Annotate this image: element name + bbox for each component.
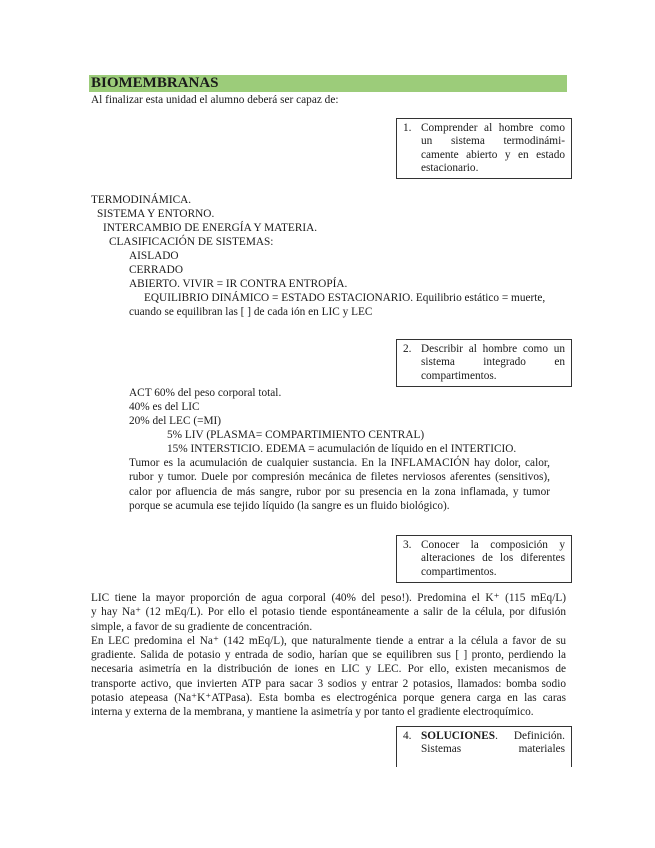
- paragraph-line: En LEC predomina el Na⁺ (142 mEq/L), que naturalmente tiende a entrar a la célula a favor de su: [91, 634, 566, 647]
- paragraph-line: necesaria asimetría en la distribución de iones en LIC y LEC. Por ello, existen mecanismos de: [91, 663, 566, 676]
- objective-text: [421, 122, 565, 176]
- objective-box-1: [396, 118, 572, 179]
- objective-line: sistema integrado en: [421, 356, 565, 369]
- paragraph-line: LIC tiene la mayor proporción de agua corporal (40% del peso!). Predomina el K⁺ (115 mEq/L): [91, 592, 566, 604]
- s1-line: CERRADO: [129, 264, 183, 276]
- paragraph-line: gradiente. Salida de potasio y entrada de sodio, harían que se equilibren sus [ ] pronto, perdiendo la: [91, 649, 566, 662]
- s1-line: CLASIFICACIÓN DE SISTEMAS:: [109, 236, 274, 248]
- intro-text: Al finalizar esta unidad el alumno deberá ser capaz de:: [91, 94, 339, 106]
- paragraph-line: Tumor es la acumulación de cualquier sustancia. En la INFLAMACIÓN hay dolor, calor,: [129, 457, 550, 469]
- s1-line: SISTEMA Y ENTORNO.: [97, 208, 215, 220]
- paragraph-line: simple, a favor de su gradiente de concentración.: [91, 620, 313, 633]
- objective-number: 3.: [403, 539, 412, 551]
- paragraph-line: potasio atepeasa (Na⁺K⁺ATPasa). Esta bomba es electrogénica porque genera carga en las caras: [91, 692, 566, 705]
- paragraph-line: transporte activo, que invierten ATP para sacar 3 sodios y entrar 2 potasios, llamados: bomba sodio: [91, 677, 566, 690]
- objective-box-4: [396, 726, 572, 767]
- s1-line: TERMODINÁMICA.: [91, 194, 192, 206]
- objective-number: 1.: [403, 122, 412, 134]
- objective-text: [421, 539, 565, 579]
- s1-line: EQUILIBRIO DINÁMICO = ESTADO ESTACIONARIO. Equilibrio estático = muerte,: [144, 292, 546, 304]
- objective-line: camente abierto y en estado: [421, 148, 565, 161]
- objective-box-2: [396, 339, 572, 387]
- s1-line: AISLADO: [129, 250, 179, 262]
- page-title: BIOMEMBRANAS: [91, 75, 219, 91]
- inflammation-paragraph: [129, 456, 550, 513]
- objective-line: Sistemas materiales: [421, 743, 565, 756]
- objective-line: Conocer la composición y: [421, 539, 565, 551]
- s1-line: ABIERTO. VIVIR = IR CONTRA ENTROPÍA.: [129, 278, 348, 290]
- s2-line: 20% del LEC (=MI): [129, 415, 222, 427]
- objective-line: compartimentos.: [421, 369, 497, 382]
- objective-text: [421, 343, 565, 383]
- s2-line: 40% es del LIC: [129, 401, 200, 413]
- objective-text: [421, 730, 565, 757]
- objective-line: estacionario.: [421, 162, 479, 175]
- s1-line: cuando se equilibran las [ ] de cada ión en LIC y LEC: [129, 306, 373, 318]
- objective-bold-term: SOLUCIONES: [421, 730, 496, 742]
- paragraph-line: calor por afluencia de más sangre, rubor por su presencia en la zona inflamada, y tumor: [129, 485, 550, 498]
- objective-line: Comprender al hombre como: [421, 122, 565, 134]
- objective-box-3: [396, 535, 572, 583]
- paragraph-line: rubor y tumor. Duele por compresión mecánica de filetes nerviosos aferentes (sensitivos),: [129, 471, 550, 484]
- paragraph-line: y hay Na⁺ (12 mEq/L). Por ello el potasio tiende espontáneamente a salir de la célula, por difusión: [91, 606, 566, 619]
- paragraph-line: interna y externa de la membrana, y mantiene la asimetría y por tanto el gradiente electroquímico.: [91, 706, 534, 719]
- s2-line: 15% INTERSTICIO. EDEMA = acumulación de líquido en el INTERTICIO.: [167, 443, 517, 455]
- s2-line: ACT 60% del peso corporal total.: [129, 387, 282, 399]
- objective-line: Describir al hombre como un: [421, 343, 565, 355]
- objective-line: . Definición.: [495, 730, 565, 742]
- ion-paragraph: [91, 591, 566, 720]
- s2-line: 5% LIV (PLASMA= COMPARTIMIENTO CENTRAL): [167, 429, 425, 441]
- s1-line: INTERCAMBIO DE ENERGÍA Y MATERIA.: [103, 222, 318, 234]
- objective-line: un sistema termodinámi-: [421, 135, 565, 148]
- objective-line: alteraciones de los diferentes: [421, 552, 565, 565]
- paragraph-line: porque se acumula ese tejido líquido (la sangre es un fluido biológico).: [129, 499, 450, 512]
- objective-number: 4.: [403, 730, 412, 742]
- objective-number: 2.: [403, 343, 412, 355]
- objective-line: compartimentos.: [421, 565, 497, 578]
